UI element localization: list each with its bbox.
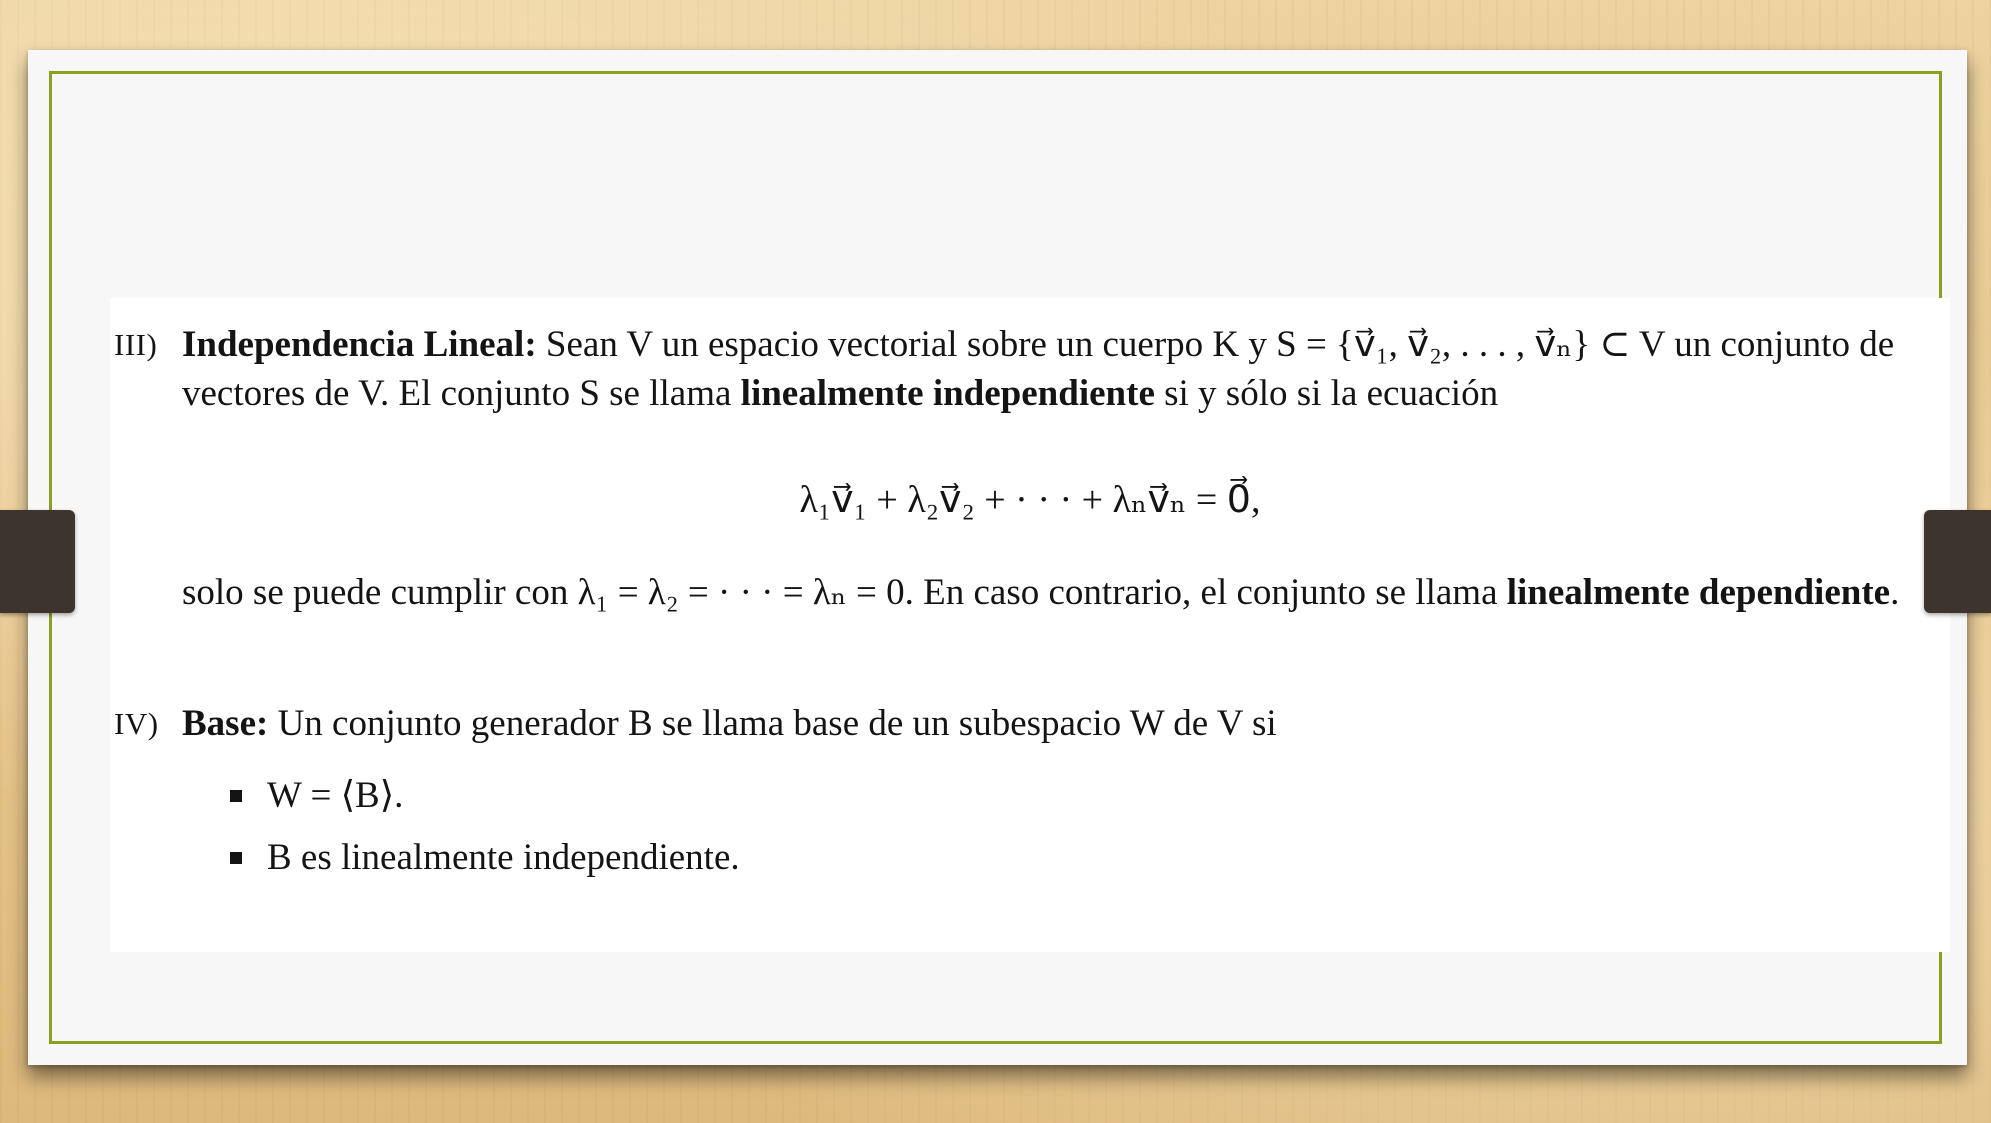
definition-sentence: Sean V un espacio vectorial sobre un cuerpo K y S = {v⃗₁, v⃗₂, . . . , v⃗ₙ} ⊂ V un conjunto de vectores de V. El conjunto S se llama (182, 324, 1895, 414)
slide (28, 50, 1967, 1065)
definition-text (182, 320, 1940, 418)
condition-sentence: solo se puede cumplir con λ₁ = λ₂ = · · · = λₙ = 0. En caso contrario, el conjunto se llama (182, 572, 1507, 613)
definition-sentence-end: si y sólo si la ecuación (1154, 373, 1499, 414)
definition-sentence: Un conjunto generador B se llama base de un subespacio W de V si (268, 703, 1277, 744)
item-label: IV) (114, 706, 159, 741)
definition-text (182, 699, 1940, 748)
list-item (230, 771, 740, 833)
list-item-text: B es linealmente independiente. (267, 837, 740, 878)
decorative-band-right (1924, 510, 1991, 613)
term-independencia-lineal: Independencia Lineal: (182, 324, 537, 365)
term-linealmente-independiente: linealmente independiente (740, 373, 1155, 414)
definition-independencia-lineal (110, 320, 1950, 418)
term-base: Base: (182, 703, 269, 744)
list-item (230, 833, 740, 895)
decorative-band-left (0, 510, 75, 613)
item-label: III) (114, 327, 158, 362)
definition-base (110, 699, 1950, 748)
square-bullet-icon (230, 852, 242, 864)
display-equation: λ₁v⃗₁ + λ₂v⃗₂ + · · · + λₙv⃗ₙ = 0⃗, (799, 479, 1261, 521)
list-item-text: W = ⟨B⟩. (267, 775, 404, 816)
condition-list (230, 771, 740, 895)
square-bullet-icon (230, 790, 242, 802)
sentence-period: . (1890, 572, 1900, 613)
definition-continuation (182, 568, 1942, 617)
term-linealmente-dependiente: linealmente dependiente (1506, 572, 1891, 613)
content-panel (110, 298, 1950, 952)
